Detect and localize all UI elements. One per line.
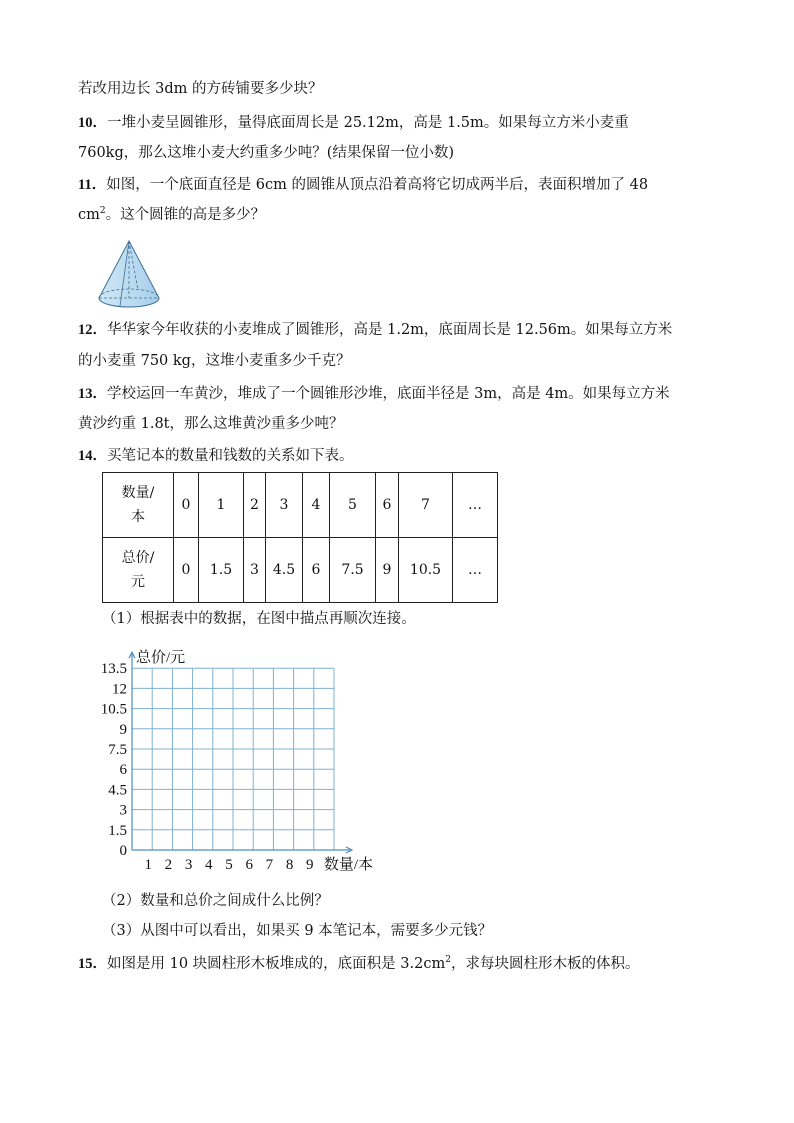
- chart-grid: [132, 668, 334, 850]
- q9-continuation: 若改用边长 3dm 的方砖铺要多少块？: [78, 81, 323, 97]
- y-tick-label: 10.5: [100, 701, 127, 718]
- table-cell: 6: [303, 538, 330, 603]
- x-tick-label: 9: [306, 857, 314, 873]
- x-tick-label: 3: [184, 857, 193, 873]
- table-cell: 10.5: [399, 538, 453, 603]
- question-15: [78, 954, 639, 974]
- question-10-line2: 760kg，那么这堆小麦大约重多少吨？(结果保留一位小数): [78, 145, 455, 161]
- table-cell: 4: [303, 473, 330, 538]
- table-cell: 7: [399, 473, 453, 538]
- x-tick-labels: [144, 857, 313, 873]
- y-tick-label: 4.5: [108, 782, 127, 799]
- question-14-part2: （2）数量和总价之间成什么比例？: [102, 893, 329, 909]
- question-number: 15．: [78, 956, 107, 972]
- question-number: 10．: [78, 115, 107, 131]
- x-tick-label: 8: [285, 857, 294, 873]
- chart-axes: [129, 652, 352, 853]
- y-tick-label: 12: [112, 681, 127, 698]
- question-13: [78, 384, 670, 404]
- question-text: ，求每块圆柱形木板的体积。: [450, 956, 640, 972]
- question-text: 如图，一个底面直径是 6cm 的圆锥从顶点沿着高将它切成两半后，表面积增加了 48: [106, 177, 649, 193]
- question-text: 如图是用 10 块圆柱形木板堆成的，底面积是 3.2cm: [107, 956, 446, 972]
- row-header: 总价/ 元: [103, 538, 174, 603]
- question-11-line2: [78, 205, 265, 225]
- question-12: [78, 320, 672, 340]
- question-11: [78, 175, 648, 195]
- table-cell: 2: [244, 473, 266, 538]
- question-13-line2: 黄沙约重 1.8t，那么这堆黄沙重多少吨？: [78, 416, 344, 432]
- question-14: [78, 446, 354, 466]
- x-tick-label: 4: [205, 857, 213, 873]
- question-text: 买笔记本的数量和钱数的关系如下表。: [107, 448, 354, 464]
- y-tick-label: 3: [119, 802, 127, 819]
- table-cell: …: [453, 538, 498, 603]
- table-cell: 1.5: [199, 538, 244, 603]
- question-number: 11．: [78, 177, 107, 193]
- question-14-part1: （1）根据表中的数据，在图中描点再顺次连接。: [102, 611, 416, 627]
- table-cell: 5: [330, 473, 376, 538]
- x-tick-label: 1: [144, 857, 152, 873]
- question-text: 学校运回一车黄沙，堆成了一个圆锥形沙堆，底面半径是 3m，高是 4m。如果每立方米: [107, 386, 670, 402]
- y-tick-label: 7.5: [108, 742, 127, 758]
- row-header: 数量/ 本: [103, 473, 174, 538]
- table-cell: 9: [376, 538, 399, 603]
- x-axis-label: 数量/本: [323, 857, 374, 873]
- question-text: 。这个圆锥的高是多少？: [105, 207, 266, 223]
- table-cell: …: [453, 473, 498, 538]
- y-tick-label: 0: [119, 843, 127, 859]
- question-text: 一堆小麦呈圆锥形，量得底面周长是 25.12m，高是 1.5m。如果每立方米小麦重: [107, 115, 629, 131]
- y-tick-label: 6: [119, 762, 127, 779]
- y-tick-labels: [101, 661, 128, 859]
- question-text: 华华家今年收获的小麦堆成了圆锥形，高是 1.2m，底面周长是 12.56m。如果每立方米: [107, 322, 673, 338]
- question-number: 13．: [78, 386, 107, 402]
- y-axis-label: 总价/元: [136, 650, 186, 666]
- y-tick-label: 9: [119, 721, 127, 738]
- question-number: 14．: [78, 448, 107, 464]
- table-cell: 3: [266, 473, 303, 538]
- table-cell: 0: [174, 473, 199, 538]
- question-12-line2: 的小麦重 750 kg，这堆小麦重多少千克？: [78, 353, 351, 369]
- table-row-total-price: [103, 538, 498, 603]
- price-quantity-chart: [100, 642, 400, 874]
- question-10: [78, 113, 629, 133]
- question-number: 12．: [78, 322, 107, 338]
- table-cell: 4.5: [266, 538, 303, 603]
- unit-text: cm: [78, 207, 100, 223]
- cone-figure: [96, 239, 162, 311]
- x-tick-label: 2: [164, 857, 173, 873]
- y-tick-label: 13.5: [100, 661, 127, 678]
- table-cell: 6: [376, 473, 399, 538]
- table-cell: 7.5: [330, 538, 376, 603]
- x-tick-label: 5: [225, 857, 233, 873]
- question-14-part3: （3）从图中可以看出，如果买 9 本笔记本，需要多少元钱？: [102, 923, 493, 939]
- table-row-quantity: [103, 473, 498, 538]
- notebook-price-table: [102, 472, 498, 603]
- table-cell: 0: [174, 538, 199, 603]
- table-cell: 1: [199, 473, 244, 538]
- x-tick-label: 6: [245, 857, 253, 873]
- table-cell: 3: [244, 538, 266, 603]
- superscript: 2: [445, 955, 451, 965]
- superscript: 2: [99, 206, 106, 216]
- y-tick-label: 1.5: [108, 822, 127, 839]
- x-tick-label: 7: [265, 857, 274, 873]
